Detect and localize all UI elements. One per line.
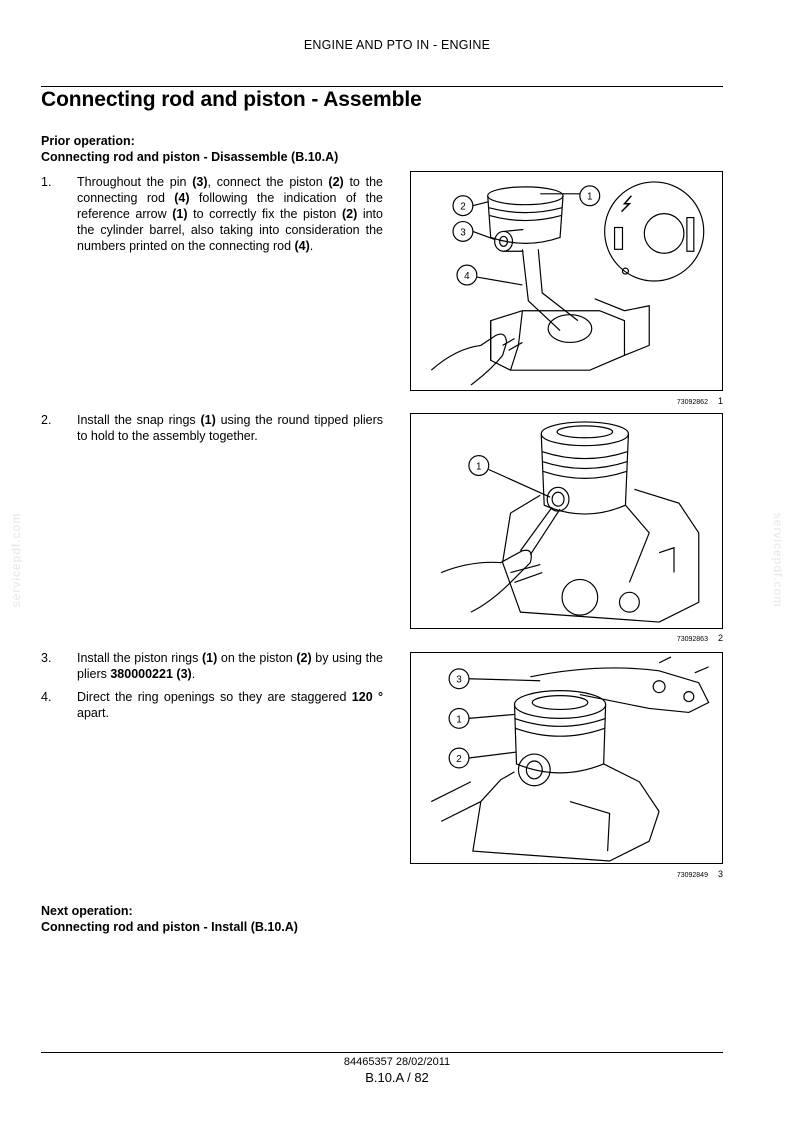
- step-text: [77, 174, 383, 254]
- figure-2-illustration: [411, 414, 722, 628]
- figure-2: [410, 413, 723, 629]
- step-3: [41, 650, 383, 682]
- step-text-segment: by using the pliers: [77, 651, 383, 681]
- step-text-segment: .: [309, 239, 314, 253]
- step-text-segment: apart.: [77, 706, 109, 720]
- watermark-left: servicepdf.com: [9, 512, 23, 608]
- figure-2-caption: [677, 633, 723, 643]
- figure-3-caption: [677, 869, 723, 879]
- step-reference: (2): [296, 651, 312, 665]
- step-text-segment: to the connecting rod: [77, 175, 383, 205]
- step-reference: (4): [294, 239, 310, 253]
- step-number: 3.: [41, 651, 52, 665]
- step-reference: (1): [172, 207, 188, 221]
- step-reference: (3): [192, 175, 208, 189]
- step-text-segment: Install the snap rings: [77, 413, 201, 427]
- prior-operation-link[interactable]: Connecting rod and piston - Disassemble (B.10.A): [41, 150, 339, 164]
- step-text-segment: to correctly fix the piston: [187, 207, 342, 221]
- step-text-segment: on the piston: [217, 651, 297, 665]
- figure-3-number: 3: [717, 869, 723, 879]
- step-reference: (4): [174, 191, 190, 205]
- figure-1-callout-4: 4: [464, 271, 470, 283]
- header-rule: [41, 86, 723, 87]
- page-title: Connecting rod and piston - Assemble: [41, 88, 422, 111]
- step-text-segment: , connect the piston: [207, 175, 329, 189]
- next-operation: [41, 903, 298, 935]
- figure-3-illustration: [411, 653, 722, 863]
- step-text-segment: .: [191, 667, 196, 681]
- step-text-segment: Direct the ring openings so they are staggered: [77, 690, 352, 704]
- footer-page-number: B.10.A / 82: [365, 1070, 429, 1085]
- step-reference: 380000221: [110, 667, 173, 681]
- running-header: ENGINE AND PTO IN - ENGINE: [303, 38, 491, 52]
- figure-1-number: 1: [717, 396, 723, 406]
- next-operation-link[interactable]: Connecting rod and piston - Install (B.10.A): [41, 920, 298, 934]
- figure-1-callout-2: 2: [460, 201, 466, 213]
- step-reference: 120 °: [351, 690, 383, 704]
- prior-operation-label: Prior operation:: [41, 134, 135, 148]
- step-text: [77, 412, 383, 444]
- figure-3-code: 73092849: [676, 872, 708, 879]
- footer-rule: [41, 1052, 723, 1053]
- step-text-segment: Install the piston rings: [77, 651, 202, 665]
- step-text: [77, 650, 383, 682]
- step-text-segment: following the indication of the reference arrow: [77, 191, 383, 221]
- figure-3-callout-2: 2: [456, 753, 462, 765]
- figure-1-caption: [677, 396, 723, 406]
- figure-3-callout-1: 1: [456, 714, 462, 726]
- step-number: 1.: [41, 175, 52, 189]
- figure-1-callout-1: 1: [587, 191, 593, 203]
- step-text-segment: Throughout the pin: [77, 175, 193, 189]
- figure-1-code: 73092862: [676, 399, 708, 406]
- step-reference: (1): [200, 413, 216, 427]
- figure-2-code: 73092863: [676, 636, 708, 643]
- footer-document-id: 84465357 28/02/2011: [343, 1056, 451, 1068]
- figure-1: [410, 171, 723, 391]
- figure-3: [410, 652, 723, 864]
- watermark-right: servicepdf.com: [771, 512, 785, 608]
- figure-1-callout-3: 3: [460, 227, 466, 239]
- prior-operation: [41, 133, 338, 165]
- step-text-segment: using the round tipped pliers to hold to the assembly together.: [77, 413, 383, 443]
- figure-1-illustration: [411, 172, 722, 390]
- step-2: [41, 412, 383, 444]
- figure-2-callout-1: 1: [476, 461, 482, 473]
- next-operation-label: Next operation:: [41, 904, 133, 918]
- step-reference: (3): [176, 667, 192, 681]
- figure-2-number: 2: [717, 633, 723, 643]
- step-4: [41, 689, 383, 721]
- step-text: [77, 689, 383, 721]
- step-number: 4.: [41, 690, 52, 704]
- step-text-segment: into the cylinder barrel, also taking into consideration the numbers printed on the connecting rod: [77, 207, 383, 253]
- step-reference: (1): [201, 651, 218, 665]
- step-1: [41, 174, 383, 254]
- figure-3-callout-3: 3: [456, 674, 462, 686]
- step-reference: (2): [328, 175, 344, 189]
- step-number: 2.: [41, 413, 52, 427]
- step-reference: (2): [341, 207, 358, 221]
